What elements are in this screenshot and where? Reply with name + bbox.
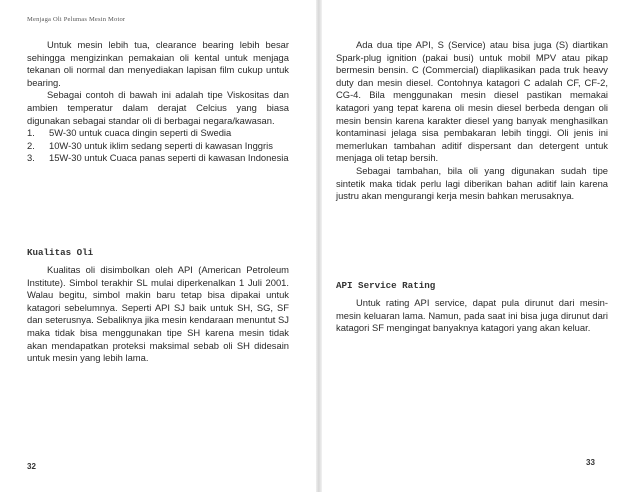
list-number: 3. bbox=[27, 152, 35, 164]
right-section-text bbox=[336, 297, 608, 335]
page-number: 32 bbox=[27, 462, 36, 471]
paragraph: Ada dua tipe API, S (Service) atau bisa juga (S) diartikan Spark-plug ignition (pakai busi) untuk mobil MPV atau pikap bermesin bensin. C (Commercial) diaplikasikan pada truk heavy duty dan mesin diesel. Contohnya katagori C adalah CF, CF-2, CG-4. Bila menggunakan mesin diesel pastikan memakai katagori yang tepat karena oli mesin diesel berbeda dengan oli mesin bensin karena karakter diesel yang banyak menghasilkan kontaminasi jelaga sisa pembakaran lebih tinggi. Oli jenis ini memerlukan tambahan aditif dispersant dan detergent untuk menjaga oli tetap bersih. bbox=[336, 39, 608, 164]
section-heading: Kualitas Oli bbox=[27, 247, 94, 258]
paragraph: Sebagai tambahan, bila oli yang digunakan sudah tipe sintetik maka tidak perlu lagi diberikan bahan aditif lain karena justru akan mengurangi kerja mesin bahkan merusaknya. bbox=[336, 164, 608, 202]
page-number: 33 bbox=[586, 458, 595, 467]
list-item bbox=[27, 127, 289, 140]
running-head: Menjaga Oli Pelumas Mesin Motor bbox=[27, 16, 126, 23]
right-page bbox=[322, 0, 638, 492]
list-text: 15W-30 untuk Cuaca panas seperti di kawasan Indonesia bbox=[49, 152, 289, 164]
left-section-text bbox=[27, 264, 289, 365]
list-item bbox=[27, 152, 289, 165]
list-item bbox=[27, 140, 289, 153]
paragraph: Untuk mesin lebih tua, clearance bearing lebih besar sehingga mengizinkan pemakaian oli kental untuk menjaga tekanan oli normal dan menyediakan lapisan film cukup untuk bearing. bbox=[27, 39, 289, 88]
list-text: 5W-30 untuk cuaca dingin seperti di Swedia bbox=[49, 127, 232, 139]
list-text: 10W-30 untuk iklim sedang seperti di kawasan Inggris bbox=[49, 139, 273, 151]
list-number: 1. bbox=[27, 127, 35, 139]
list-number: 2. bbox=[27, 139, 35, 151]
viscosity-list bbox=[27, 127, 289, 165]
section-heading: API Service Rating bbox=[336, 280, 436, 291]
right-body-text bbox=[336, 39, 608, 203]
left-page bbox=[0, 0, 318, 492]
paragraph: Sebagai contoh di bawah ini adalah tipe Viskositas dan ambien temperatur dalam derajat Celcius yang biasa digunakan sebagai standar oli di berbagai negara/kawasan. bbox=[27, 89, 289, 126]
paragraph: Untuk rating API service, dapat pula dirunut dari mesin-mesin keluaran lama. Namun, pada saat ini bisa juga dirunut dari katagori SF mengingat banyaknya katagori yang akan keluar. bbox=[336, 297, 608, 334]
paragraph: Kualitas oli disimbolkan oleh API (American Petroleum Institute). Simbol terakhir SL mulai diperkenalkan 1 Juli 2001. Walau begitu, simbol makin baru tetap bisa dipakai untuk katagori sebelumnya. Seperti API SJ baik untuk SH, SG, SF dan seterusnya. Sebaliknya jika mesin kendaraan menuntut SJ maka tidak bisa menggunakan tipe SH karena mesin tidak akan mendapatkan proteksi maksimal sebab oli SH didesain untuk mesin yang lebih lama. bbox=[27, 264, 289, 364]
left-intro-text bbox=[27, 39, 289, 165]
